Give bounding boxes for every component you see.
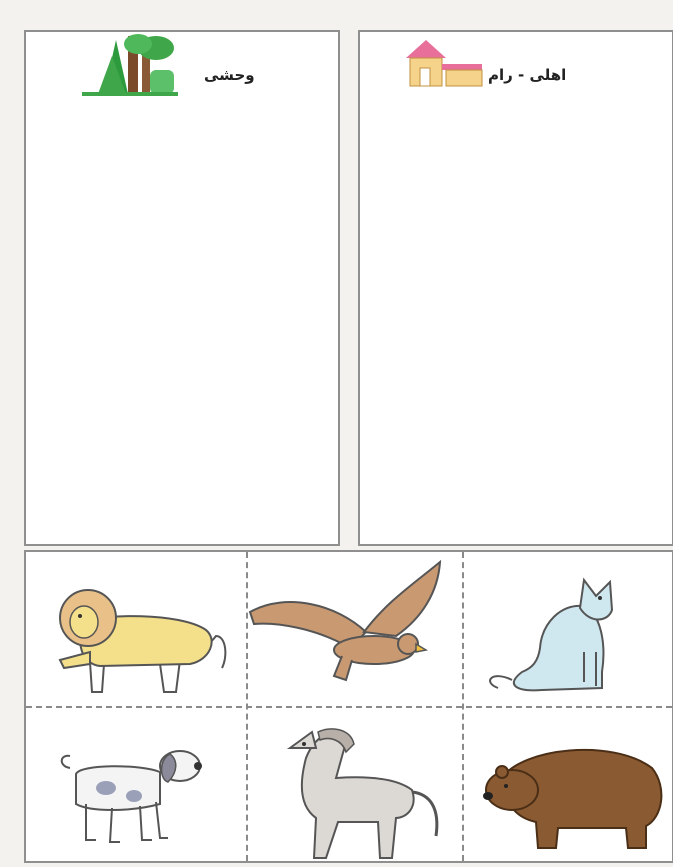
animal-cards-grid: [24, 550, 673, 863]
cat-card[interactable]: [462, 552, 673, 707]
wild-animals-panel[interactable]: [24, 30, 340, 546]
lion-icon: [30, 552, 246, 707]
horse-icon: [246, 708, 462, 863]
bear-icon: [462, 708, 673, 863]
eagle-icon: [246, 552, 462, 707]
domestic-panel-label: اهلی - رام: [488, 66, 567, 84]
eagle-card[interactable]: [246, 552, 462, 707]
house-icon: [402, 36, 486, 96]
domestic-animals-panel[interactable]: [358, 30, 673, 546]
cat-icon: [462, 552, 673, 707]
horse-card[interactable]: [246, 708, 462, 863]
forest-trees-icon: [76, 34, 196, 106]
wild-panel-label: وحشی: [204, 66, 255, 84]
dog-icon: [30, 708, 246, 863]
lion-card[interactable]: [30, 552, 246, 707]
dog-card[interactable]: [30, 708, 246, 863]
bear-card[interactable]: [462, 708, 673, 863]
